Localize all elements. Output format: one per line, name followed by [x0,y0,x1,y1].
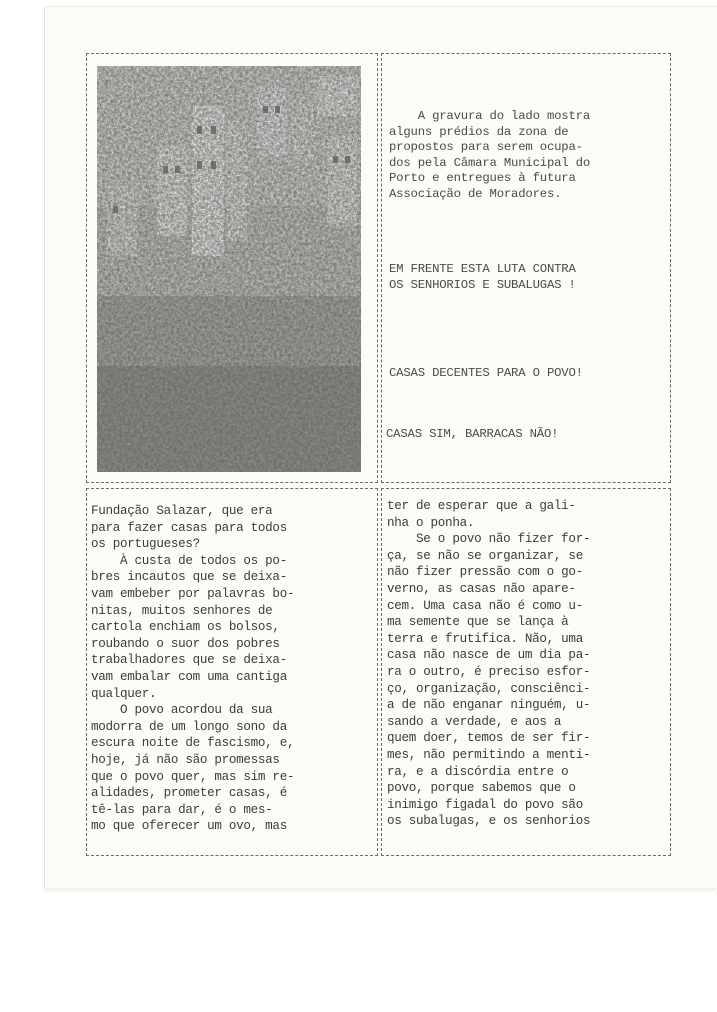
right-text-frame [381,488,671,856]
text-line: que o povo quer, mas sim re- [91,769,295,784]
slogan-line: EM FRENTE ESTA LUTA CONTRA [389,262,576,276]
text-line: Se o povo não fizer for- [387,532,591,547]
text-line: casa não nasce de um dia pa- [387,648,591,663]
caption-frame [381,53,671,483]
text-line: terra e frutifica. Não, uma [387,631,583,646]
text-line: ma semente que se lança à [387,615,569,630]
building-photo [97,66,361,472]
text-line: modorra de um longo sono da [91,719,287,734]
text-line: ra, e a discórdia entre o [387,764,569,779]
slogan-line: OS SENHORIOS E SUBALUGAS ! [389,277,576,292]
text-line: cem. Uma casa não é como u- [387,598,583,613]
text-line: alidades, prometer casas, é [91,786,287,801]
slogan-houses-yes-shacks-no: CASAS SIM, BARRACAS NÃO! [386,427,559,441]
text-line: para fazer casas para todos [91,520,287,535]
left-text-frame [86,488,378,856]
right-column-text [387,498,671,830]
text-line: nha o ponha. [387,515,475,530]
caption-line: Associação de Moradores. [389,186,562,201]
text-line: qualquer. [91,686,157,701]
text-line: bres incautos que se deixa- [91,570,287,585]
text-line: ço, organização, consciênci- [387,681,591,696]
text-line: O povo acordou da sua [91,703,273,718]
slogan-landlords [389,262,576,293]
caption-line: alguns prédios da zona de [389,124,569,139]
text-line: povo, porque sabemos que o [387,781,576,796]
slogan-decent-houses: CASAS DECENTES PARA O POVO! [389,366,583,380]
caption-line: A gravura do lado mostra [389,109,591,123]
caption-line: Porto e entregues à futura [389,171,576,185]
text-line: roubando o suor dos pobres [91,636,280,651]
paper-edge [44,888,716,894]
caption-line: dos pela Câmara Municipal do [389,155,591,170]
text-line: inimigo figadal do povo são [387,797,583,812]
photo-caption [389,109,590,202]
text-line: mo que oferecer um ovo, mas [91,819,287,834]
text-line: tê-las para dar, é o mes- [91,802,273,817]
text-line: À custa de todos os po- [91,553,287,568]
text-line: vam embeber por palavras bo- [91,586,295,601]
text-line: trabalhadores que se deixa- [91,653,287,668]
text-line: escura noite de fascismo, e, [91,736,295,751]
text-line: ter de esperar que a gali- [387,499,576,513]
text-line: vam embalar com uma cantiga [91,669,287,684]
text-line: os portugueses? [91,537,200,552]
text-line: ra o outro, é preciso esfor- [387,664,591,679]
text-line: quem doer, temos de ser fir- [387,731,591,746]
text-line: não fizer pressão com o go- [387,565,583,580]
photo-frame [86,53,378,483]
text-line: verno, as casas não apare- [387,581,576,596]
text-line: Fundação Salazar, que era [91,504,273,518]
caption-line: propostos para serem ocupa- [389,140,583,154]
text-line: os subalugas, e os senhorios [387,814,591,829]
text-line: mes, não permitindo a menti- [387,747,591,762]
text-line: cartola enchiam os bolsos, [91,620,280,635]
left-column-text [91,503,375,835]
text-line: ça, se não se organizar, se [387,548,583,563]
text-line: hoje, já não são promessas [91,752,280,767]
text-line: a de não enganar ninguém, u- [387,698,591,713]
text-line: sando a verdade, e aos a [387,714,562,729]
text-line: nitas, muitos senhores de [91,603,273,618]
